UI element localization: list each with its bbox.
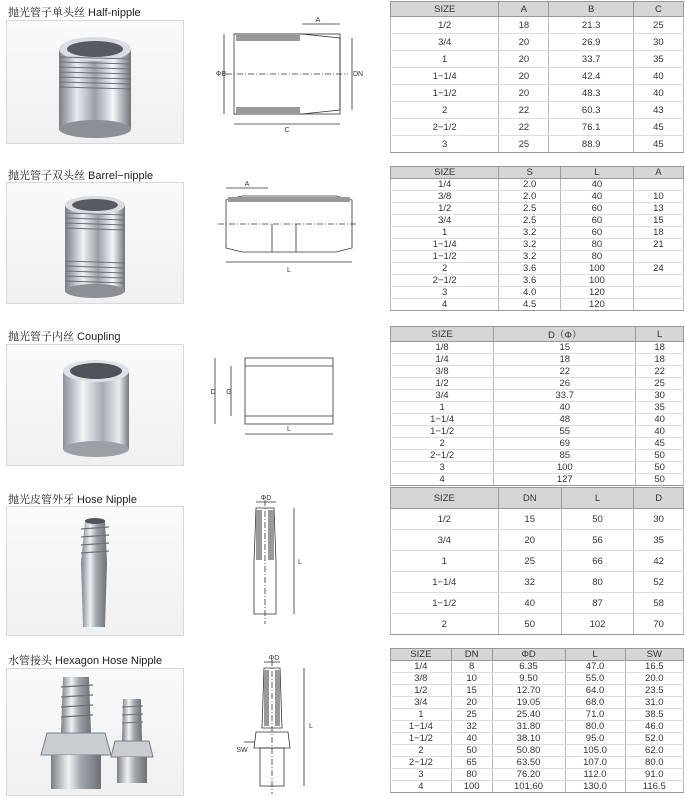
dim-label-l: L [309,723,313,730]
cell: 80.0 [565,721,625,733]
table-header-row [391,649,684,661]
cell: 1−1/4 [391,414,494,426]
dim-label-d: ΦD [260,495,272,502]
cell: 55.0 [565,673,625,685]
technical-drawing-half-nipple [212,14,362,134]
table-row [391,136,684,153]
cell: 13 [633,203,683,215]
cell: 1/4 [391,179,499,191]
cell: 24 [633,263,683,275]
cell: 33.7 [494,390,636,402]
table-row [391,275,684,287]
table-row [391,757,684,769]
table-row [391,661,684,673]
cell: 19.05 [492,697,565,709]
cell: 2.5 [499,215,561,227]
table-header-row [391,488,684,509]
cell: 33.7 [549,51,633,68]
table-row [391,354,684,366]
col-header: L [565,649,625,661]
cell: 3/4 [391,390,494,402]
cell: 40 [636,426,684,438]
table-row [391,769,684,781]
cell: 69 [494,438,636,450]
cell: 88.9 [549,136,633,153]
table-row [391,191,684,203]
technical-drawing-barrel-nipple [212,178,362,278]
cell: 95.0 [565,733,625,745]
cell: 20 [499,68,549,85]
cell: 25 [636,378,684,390]
cell: 71.0 [565,709,625,721]
cell: 18 [633,227,683,239]
table-row [391,551,684,572]
cell: 1/2 [391,203,499,215]
cell: 3.2 [499,239,561,251]
cell: 20 [499,51,549,68]
cell: 15 [498,509,561,530]
cell: 6.35 [492,661,565,673]
cell: 20 [499,34,549,51]
cell: 4.5 [499,299,561,311]
dim-label-d: ΦD [268,655,280,662]
cell: 40 [636,414,684,426]
cell: 18 [494,354,636,366]
table-row [391,685,684,697]
table-row [391,239,684,251]
cell: 2−1/2 [391,757,452,769]
cell: 2.0 [499,179,561,191]
table-row [391,709,684,721]
cell: 62.0 [625,745,683,757]
table-row [391,733,684,745]
cell: 1−1/4 [391,68,499,85]
cell: 56 [561,530,633,551]
cell: 42 [634,551,684,572]
table-row [391,119,684,136]
cell: 20 [498,530,561,551]
dim-label-sw: SW [236,747,248,754]
table-row [391,614,684,635]
dim-label-g: G [226,389,232,396]
cell: 50.80 [492,745,565,757]
dim-label-l: L [287,267,291,274]
dim-label-l: L [298,559,302,566]
cell: 40 [494,402,636,414]
cell: 25 [633,17,683,34]
col-header: S [499,167,561,179]
cell: 18 [499,17,549,34]
cell: 25 [451,709,492,721]
cell: 38.10 [492,733,565,745]
cell: 65 [451,757,492,769]
cell: 100 [451,781,492,793]
product-photo-coupling [6,344,184,466]
cell: 105.0 [565,745,625,757]
cell: 4 [391,474,494,486]
cell: 18 [636,342,684,354]
cell: 1/2 [391,17,499,34]
col-header: SW [625,649,683,661]
cell: 1/2 [391,685,452,697]
cell: 12.70 [492,685,565,697]
table-row [391,68,684,85]
table-row [391,85,684,102]
table-row [391,721,684,733]
cell: 20 [499,85,549,102]
cell: 3 [391,136,499,153]
cell: 60.3 [549,102,633,119]
cell: 9.50 [492,673,565,685]
table-row [391,697,684,709]
table-row [391,781,684,793]
cell: 80 [451,769,492,781]
cell: 40 [633,68,683,85]
table-row [391,102,684,119]
cell: 3/4 [391,34,499,51]
cell: 32 [498,572,561,593]
cell: 20.0 [625,673,683,685]
cell: 101.60 [492,781,565,793]
cell: 3.2 [499,251,561,263]
table-row [391,378,684,390]
cell: 60 [560,203,633,215]
cell: 100 [560,263,633,275]
col-header: SIZE [391,327,494,342]
cell: 15 [451,685,492,697]
cell: 116.5 [625,781,683,793]
cell: 15 [494,342,636,354]
cell: 50 [561,509,633,530]
cell: 4.0 [499,287,561,299]
table-row [391,509,684,530]
cell: 50 [451,745,492,757]
cell: 1/8 [391,342,494,354]
cell: 45 [636,438,684,450]
cell: 40 [560,179,633,191]
cell: 58 [634,593,684,614]
cell: 1−1/2 [391,593,499,614]
cell: 3/4 [391,530,499,551]
cell: 21 [633,239,683,251]
table-row [391,366,684,378]
cell: 1−1/4 [391,721,452,733]
cell: 16.5 [625,661,683,673]
cell: 1 [391,709,452,721]
spec-table-barrel-nipple [390,166,684,311]
cell: 30 [633,34,683,51]
cell: 2 [391,438,494,450]
cell [633,251,683,263]
cell: 18 [636,354,684,366]
cell: 1 [391,551,499,572]
cell: 2.5 [499,203,561,215]
cell: 2 [391,745,452,757]
section-title: 抛光管子内丝 Coupling [8,331,121,343]
cell: 2−1/2 [391,450,494,462]
cell: 8 [451,661,492,673]
table-row [391,474,684,486]
cell: 15 [633,215,683,227]
col-header: A [633,167,683,179]
spec-table-half-nipple [390,1,684,153]
table-row [391,572,684,593]
cell: 32 [451,721,492,733]
table-row [391,593,684,614]
cell: 50 [636,450,684,462]
cell: 55 [494,426,636,438]
cell: 1/4 [391,661,452,673]
cell: 42.4 [549,68,633,85]
table-row [391,263,684,275]
cell: 120 [560,287,633,299]
table-row [391,299,684,311]
table-row [391,227,684,239]
product-photo-half-nipple [6,20,184,144]
cell: 1/2 [391,378,494,390]
col-header: DN [498,488,561,509]
cell: 102 [561,614,633,635]
cell: 22 [494,366,636,378]
cell: 48 [494,414,636,426]
cell: 60 [560,227,633,239]
cell: 25.40 [492,709,565,721]
cell: 1−1/2 [391,85,499,102]
dim-label-b: ΦB [215,71,227,78]
cell: 3/8 [391,673,452,685]
dim-label-a: A [315,17,321,24]
cell: 35 [633,51,683,68]
cell: 10 [451,673,492,685]
cell: 50 [636,462,684,474]
cell: 127 [494,474,636,486]
cell [633,275,683,287]
section-title: 抛光皮管外牙 Hose Nipple [8,494,137,506]
cell: 45 [633,136,683,153]
col-header: L [561,488,633,509]
cell [633,179,683,191]
cell: 40 [560,191,633,203]
cell: 10 [633,191,683,203]
cell: 2−1/2 [391,275,499,287]
cell: 120 [560,299,633,311]
cell: 31.80 [492,721,565,733]
table-row [391,438,684,450]
table-row [391,673,684,685]
cell: 2 [391,102,499,119]
cell: 3.6 [499,263,561,275]
cell: 1/2 [391,509,499,530]
cell: 1−1/4 [391,239,499,251]
table-row [391,426,684,438]
col-header: SIZE [391,649,452,661]
cell: 26 [494,378,636,390]
cell: 46.0 [625,721,683,733]
table-row [391,51,684,68]
cell: 112.0 [565,769,625,781]
col-header: SIZE [391,2,499,17]
table-row [391,251,684,263]
cell: 3.2 [499,227,561,239]
table-header-row [391,167,684,179]
section-title: 抛光管子单头丝 Half-nipple [8,7,141,19]
col-header: L [560,167,633,179]
cell: 30 [636,390,684,402]
table-row [391,390,684,402]
cell: 1−1/2 [391,251,499,263]
product-photo-hexagon-hose-nipple [6,668,184,796]
technical-drawing-hose-nipple [236,496,316,631]
cell: 2 [391,614,499,635]
cell: 20 [451,697,492,709]
spec-table-coupling [390,326,684,486]
col-header: C [633,2,683,17]
cell: 68.0 [565,697,625,709]
cell: 80 [560,239,633,251]
cell: 2 [391,263,499,275]
technical-drawing-hexagon-hose-nipple [234,656,324,796]
table-row [391,745,684,757]
cell: 76.20 [492,769,565,781]
dim-label-c: C [284,127,290,134]
cell: 3 [391,462,494,474]
table-row [391,34,684,51]
table-row [391,342,684,354]
cell: 52.0 [625,733,683,745]
cell: 130.0 [565,781,625,793]
cell: 23.5 [625,685,683,697]
cell: 91.0 [625,769,683,781]
cell: 76.1 [549,119,633,136]
table-row [391,287,684,299]
section-title: 水管接头 Hexagon Hose Nipple [8,655,163,667]
cell: 22 [636,366,684,378]
cell: 31.0 [625,697,683,709]
cell: 22 [499,102,549,119]
col-header: L [636,327,684,342]
table-row [391,450,684,462]
cell: 22 [499,119,549,136]
table-row [391,179,684,191]
dim-label-a: A [244,181,250,188]
cell: 25 [499,136,549,153]
table-row [391,462,684,474]
table-row [391,203,684,215]
cell: 1 [391,402,494,414]
col-header: D [634,488,684,509]
cell: 35 [636,402,684,414]
cell: 2−1/2 [391,119,499,136]
cell: 3/8 [391,191,499,203]
cell: 47.0 [565,661,625,673]
cell: 3/8 [391,366,494,378]
cell: 25 [498,551,561,572]
cell: 3 [391,287,499,299]
col-header: ΦD [492,649,565,661]
product-photo-barrel-nipple [6,182,184,304]
cell: 64.0 [565,685,625,697]
cell: 1−1/4 [391,572,499,593]
cell: 3/4 [391,215,499,227]
cell: 2.0 [499,191,561,203]
cell: 1/4 [391,354,494,366]
col-header: SIZE [391,167,499,179]
col-header: B [549,2,633,17]
cell: 1 [391,227,499,239]
cell: 4 [391,299,499,311]
cell: 3/4 [391,697,452,709]
cell: 80 [560,251,633,263]
cell: 3 [391,769,452,781]
cell: 50 [498,614,561,635]
table-row [391,215,684,227]
cell: 52 [634,572,684,593]
cell: 43 [633,102,683,119]
table-row [391,402,684,414]
col-header: D（Φ） [494,327,636,342]
cell: 1−1/2 [391,733,452,745]
cell: 40 [633,85,683,102]
table-row [391,414,684,426]
cell: 80 [561,572,633,593]
col-header: SIZE [391,488,499,509]
cell: 21.3 [549,17,633,34]
col-header: DN [451,649,492,661]
cell: 45 [633,119,683,136]
cell: 66 [561,551,633,572]
cell: 40 [498,593,561,614]
cell: 50 [636,474,684,486]
cell: 26.9 [549,34,633,51]
section-title: 抛光管子双头丝 Barrel−nipple [8,170,154,182]
cell: 80.0 [625,757,683,769]
dim-label-dn: DN [352,71,364,78]
cell: 48.3 [549,85,633,102]
cell: 40 [451,733,492,745]
cell [633,299,683,311]
cell: 60 [560,215,633,227]
cell: 1−1/2 [391,426,494,438]
spec-table-hexagon-hose-nipple [390,648,684,793]
cell: 38.5 [625,709,683,721]
cell: 100 [560,275,633,287]
table-header-row [391,327,684,342]
table-header-row [391,2,684,17]
cell: 35 [634,530,684,551]
cell: 87 [561,593,633,614]
cell: 30 [634,509,684,530]
table-row [391,17,684,34]
cell: 70 [634,614,684,635]
table-row [391,530,684,551]
cell: 1 [391,51,499,68]
cell: 63.50 [492,757,565,769]
cell: 3.6 [499,275,561,287]
product-photo-hose-nipple [6,506,184,636]
dim-label-l: L [287,426,291,433]
cell: 4 [391,781,452,793]
cell: 107.0 [565,757,625,769]
cell: 85 [494,450,636,462]
cell [633,287,683,299]
col-header: A [499,2,549,17]
spec-table-hose-nipple [390,487,684,635]
cell: 100 [494,462,636,474]
technical-drawing-coupling [205,348,355,443]
dim-label-d: D [210,389,216,396]
